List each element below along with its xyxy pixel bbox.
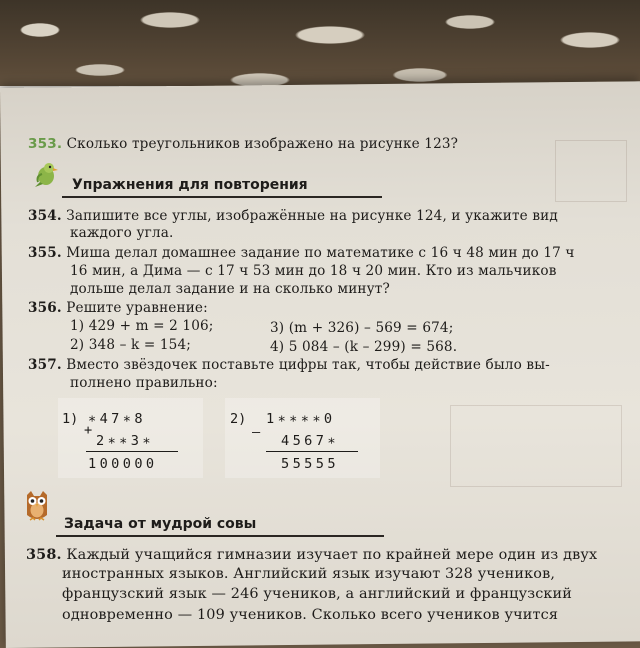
task-354-line-1 [28, 208, 558, 224]
task-353 [28, 136, 458, 152]
task-number: 357. [28, 357, 62, 373]
task-356-prompt [28, 300, 208, 316]
example-2-result: 55555 [281, 456, 339, 472]
task-358-line-3: французский язык — 246 учеников, а английский и французский [62, 586, 573, 602]
task-number: 354. [28, 208, 62, 224]
example-1-label: 1) [62, 411, 79, 427]
task-357-line-1 [28, 357, 550, 373]
example-2-sign: – [252, 424, 261, 440]
example-2-mid: 4567∗ [281, 433, 339, 449]
task-357-line-2: полнено правильно: [70, 375, 218, 391]
section-underline [62, 196, 382, 198]
task-text: Миша делал домашнее задание по математике с 16 ч 48 мин до 17 ч [66, 245, 575, 261]
task-355-line-3: дольше делал задание и на сколько минут? [70, 281, 390, 297]
task-number: 358. [26, 546, 62, 563]
task-number: 356. [28, 300, 62, 316]
example-1-sign: + [84, 422, 93, 438]
section-title-repeat: Упражнения для повторения [72, 177, 308, 193]
example-2-label: 2) [230, 411, 247, 427]
task-number: 355. [28, 245, 62, 261]
example-1-rule [86, 451, 178, 452]
equation-4: 4) 5 084 – (k – 299) = 568. [270, 339, 458, 355]
example-2-top: 1∗∗∗∗0 [266, 411, 336, 427]
parrot-icon [32, 160, 60, 188]
task-text: Каждый учащийся гимназии изучает по крайней мере один из двух [66, 547, 598, 563]
task-358-line-4: одновременно — 109 учеников. Сколько всего учеников учится [62, 607, 559, 623]
task-355-line-1 [28, 245, 575, 261]
task-text: Запишите все углы, изображённые на рисунке 124, и укажите вид [66, 208, 558, 224]
example-2-rule [266, 451, 358, 452]
task-text: Решите уравнение: [66, 300, 208, 316]
section-underline [56, 535, 384, 537]
equation-1: 1) 429 + m = 2 106; [70, 318, 214, 334]
example-1-mid: 2∗∗3∗ [96, 433, 154, 449]
task-358-line-1 [26, 546, 597, 563]
equation-2: 2) 348 – k = 154; [70, 337, 192, 353]
owl-icon [22, 489, 52, 523]
task-354-line-2: каждого угла. [70, 225, 174, 241]
task-358-line-2: иностранных языков. Английский язык изучают 328 учеников, [62, 566, 556, 582]
example-1-result: 100000 [88, 456, 158, 472]
section-title-owl: Задача от мудрой совы [64, 516, 257, 532]
task-text: Сколько треугольников изображено на рисунке 123? [66, 136, 459, 152]
example-1-top: ∗47∗8 [88, 411, 146, 427]
bleed-through-shape [555, 140, 627, 202]
bleed-through-box [450, 405, 622, 487]
task-text: Вместо звёздочек поставьте цифры так, чтобы действие было вы- [66, 357, 550, 373]
task-number: 353. [28, 136, 63, 152]
equation-3: 3) (m + 326) – 569 = 674; [270, 320, 454, 336]
task-355-line-2: 16 мин, а Дима — с 17 ч 53 мин до 18 ч 20 мин. Кто из мальчиков [70, 263, 557, 279]
